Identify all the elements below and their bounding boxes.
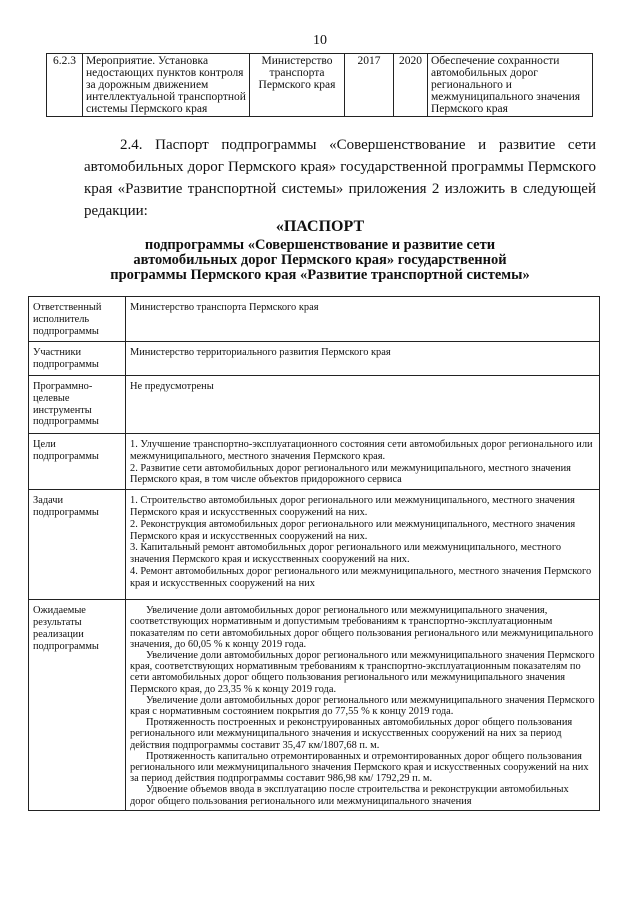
row-line: Удвоение объемов ввода в эксплуатацию после строительства и реконструкции автомобильных дорог общего пользования регионального или межмуниципального значения [130, 784, 569, 807]
event-cell: Мероприятие. Установка недостающих пунктов контроля за дорожным движением интеллектуальной транспортной системы Пермского края [83, 54, 250, 117]
row-label: Ожидаемые результаты реализации подпрограммы [29, 600, 126, 811]
body-paragraph [84, 134, 596, 222]
table-row [29, 490, 600, 600]
table-row [29, 342, 600, 376]
page-number: 10 [313, 33, 327, 48]
row-line: 3. Капитальный ремонт автомобильных дорог регионального или межмуниципального, местного значения Пермского края и искусственных сооружений на них. [130, 542, 562, 566]
row-line: 2. Реконструкция автомобильных дорог регионального или межмуниципального, местного значения Пермского края и искусственных сооружений на них. [130, 518, 576, 542]
row-content [126, 490, 600, 600]
row-line: Не предусмотрены [130, 381, 214, 392]
passport-table [28, 296, 600, 811]
row-content [126, 376, 600, 434]
row-label: Задачи подпрограммы [29, 490, 126, 600]
row-label: Цели подпрограммы [29, 434, 126, 490]
row-line: Протяженность капитально отремонтированных и отремонтированных дорог общего пользования регионального или межмуниципального значения Пермского края и искусственных сооружений на них за период действия подпрограммы составит 986,98 км/ 1792,29 п. м. [130, 750, 589, 785]
row-content [126, 342, 600, 376]
row-content [126, 297, 600, 342]
row-content [126, 434, 600, 490]
table-row [47, 54, 593, 117]
year-end-cell: 2020 [394, 54, 428, 117]
row-content [126, 600, 600, 811]
row-line: 1. Строительство автомобильных дорог регионального или межмуниципального, местного значения Пермского края и искусственных сооружений на них. [130, 495, 575, 518]
table-row [29, 600, 600, 811]
row-line: Увеличение доли автомобильных дорог регионального или межмуниципального значения Пермского края с нормативным состоянием покрытия до 77,55 % к концу 2019 года. [130, 694, 595, 718]
row-line: Министерство территориального развития Пермского края [130, 347, 391, 358]
executor-cell: Министерство транспорта Пермского края [250, 54, 345, 117]
previous-table-row [46, 53, 593, 117]
paragraph-text: 2.4. Паспорт подпрограммы «Совершенствование и развитие сети автомобильных дорог Пермского края» государственной программы Пермского края «Развитие транспортной системы» приложения 2 изложить в следующей редакции: [84, 137, 596, 219]
row-line: Министерство транспорта Пермского края [130, 302, 319, 313]
passport-title: «ПАСПОРТ [275, 218, 365, 235]
row-line: Увеличение доли автомобильных дорог регионального или межмуниципального значения Пермского края, соответствующих нормативным требованиям к транспортно-эксплуатационным показателям по сети автомобильных дорог общего пользования регионального или межмуниципального значения Пермского края, до 23,35 % к концу 2019 года. [130, 650, 595, 695]
passport-subtitle: подпрограммы «Совершенствование и развитие сети автомобильных дорог Пермского края» государственной программы Пермского края «Развитие транспортной системы» [110, 237, 530, 283]
row-label: Программно-целевые инструменты подпрограммы [29, 376, 126, 434]
row-label: Ответственный исполнитель подпрограммы [29, 297, 126, 342]
year-start-cell: 2017 [345, 54, 394, 117]
row-line: Увеличение доли автомобильных дорог регионального или межмуниципального значения, соответствующих нормативным и допустимым требованиям к транспортно-эксплуатационным показателям по сети автомобильных дорог общего пользования регионального или межмуниципального значения, до 60,05 % к концу 2019 года. [130, 605, 594, 650]
table-row [29, 434, 600, 490]
result-cell: Обеспечение сохранности автомобильных дорог регионального и межмуниципального значения Пермского края [428, 54, 593, 117]
table-row [29, 376, 600, 434]
row-line: 2. Развитие сети автомобильных дорог регионального или межмуниципального, местного значения Пермского края, в том числе объектов придорожного сервиса [130, 462, 571, 486]
row-number: 6.2.3 [47, 54, 83, 117]
row-line: Протяженность построенных и реконструированных автомобильных дорог общего пользования регионального или межмуниципального значения и искусственных сооружений на них за период действия подпрограммы составит 35,47 км/1807,68 п. м. [130, 717, 573, 751]
row-line: 1. Улучшение транспортно-эксплуатационного состояния сети автомобильных дорог регионального или межмуниципального, местного значения Пермского края. [130, 439, 593, 462]
table-row [29, 297, 600, 342]
row-line: 4. Ремонт автомобильных дорог регионального или межмуниципального, местного значения Пермского края и искусственных сооружений на них [130, 565, 592, 589]
row-label: Участники подпрограммы [29, 342, 126, 376]
